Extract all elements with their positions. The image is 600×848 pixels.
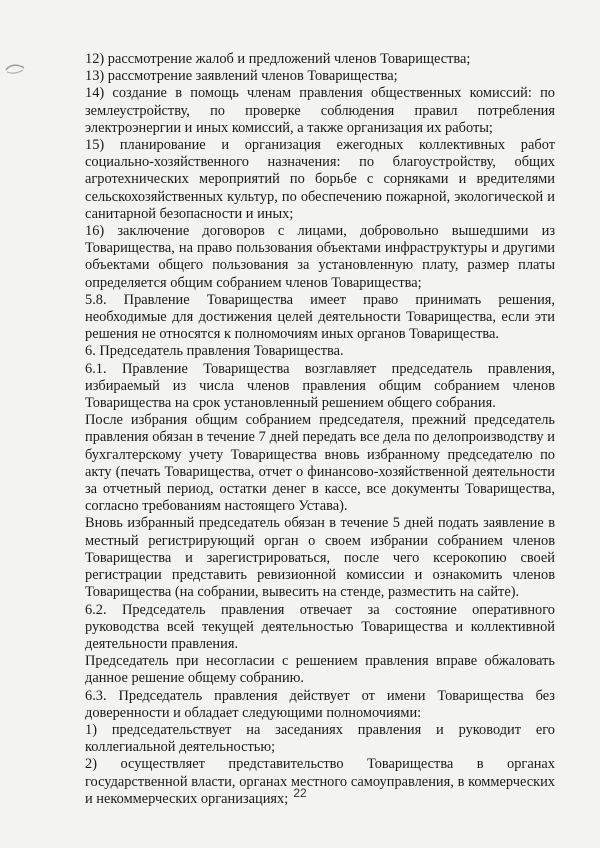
paragraph-appeal: Председатель при несогласии с решением правления вправе обжаловать данное решение общему собранию. <box>85 653 555 687</box>
paragraph-6-2: 6.2. Председатель правления отвечает за состояние оперативного руководства всей текущей деятельностью Товарищества и коллективной деятельности правления. <box>85 601 555 652</box>
page-number: 22 <box>293 786 307 800</box>
paragraph-item-15: 15) планирование и организация ежегодных коллективных работ социально-хозяйственного назначения: по благоустройству, общих агротехнических мероприятий по борьбе с сорняками и вредителями сельскохозяйственных культур, по обеспечению пожарной, экологической и санитарной безопасности и иных; <box>85 137 555 222</box>
paragraph-item-12: 12) рассмотрение жалоб и предложений членов Товарищества; <box>85 51 471 67</box>
paragraph-registration: Вновь избранный председатель обязан в течение 5 дней подать заявление в местный регистрирующий орган о своем избрании собранием членов Товарищества и зарегистрироваться, после чего ксерокопию своей регистрации представить ревизионной комиссии и ознакомить членов Товарищества (на собрании, вывесить на стенде, разместить на сайте). <box>85 515 555 601</box>
paragraph-item-16: 16) заключение договоров с лицами, добровольно вышедшими из Товарищества, на право пользования объектами инфраструктуры и другими объектами общего пользования за установленную плату, размер платы определяется общим собранием членов Товарищества; <box>85 223 555 291</box>
paragraph-item-13: 13) рассмотрение заявлений членов Товарищества; <box>85 68 398 85</box>
paragraph-handover: После избрания общим собранием председателя, прежний председатель правления обязан в течение 7 дней передать все дела по делопроизводству и бухгалтерскому учету Товарищества вновь избранному председателю по акту (печать Товарищества, отчет о финансово-хозяйственной деятельности за отчетный период, остатки денег в кассе, все документы Товарищества, согласно требованиям настоящего Устава). <box>85 412 555 515</box>
section-heading-6: 6. Председатель правления Товарищества. <box>85 343 344 360</box>
document-body <box>85 51 555 808</box>
paragraph-item-14: 14) создание в помощь членам правления общественных комиссий: по землеустройству, по проверке соблюдения правил потребления электроэнергии и иных комиссий, а также организация их работы; <box>85 85 555 136</box>
binding-hole-icon <box>4 62 26 76</box>
paragraph-6-1: 6.1. Правление Товарищества возглавляет председатель правления, избираемый из числа членов правления общим собранием членов Товарищества на срок установленный решением общего собрания. <box>85 360 555 412</box>
paragraph-6-3: 6.3. Председатель правления действует от имени Товарищества без доверенности и обладает следующими полномочиями: <box>85 687 555 721</box>
power-item-1: 1) председательствует на заседаниях правления и руководит его коллегиальной деятельностью; <box>85 721 555 756</box>
power-item-2: 2) осуществляет представительство Товарищества в органах государственной власти, органах местного самоуправления, в коммерческих и некоммерческих организациях; <box>85 756 555 807</box>
paragraph-5-8: 5.8. Правление Товарищества имеет право принимать решения, необходимые для достижения целей деятельности Товарищества, если эти решения не относятся к полномочиям иных органов Товарищества. <box>85 291 555 343</box>
